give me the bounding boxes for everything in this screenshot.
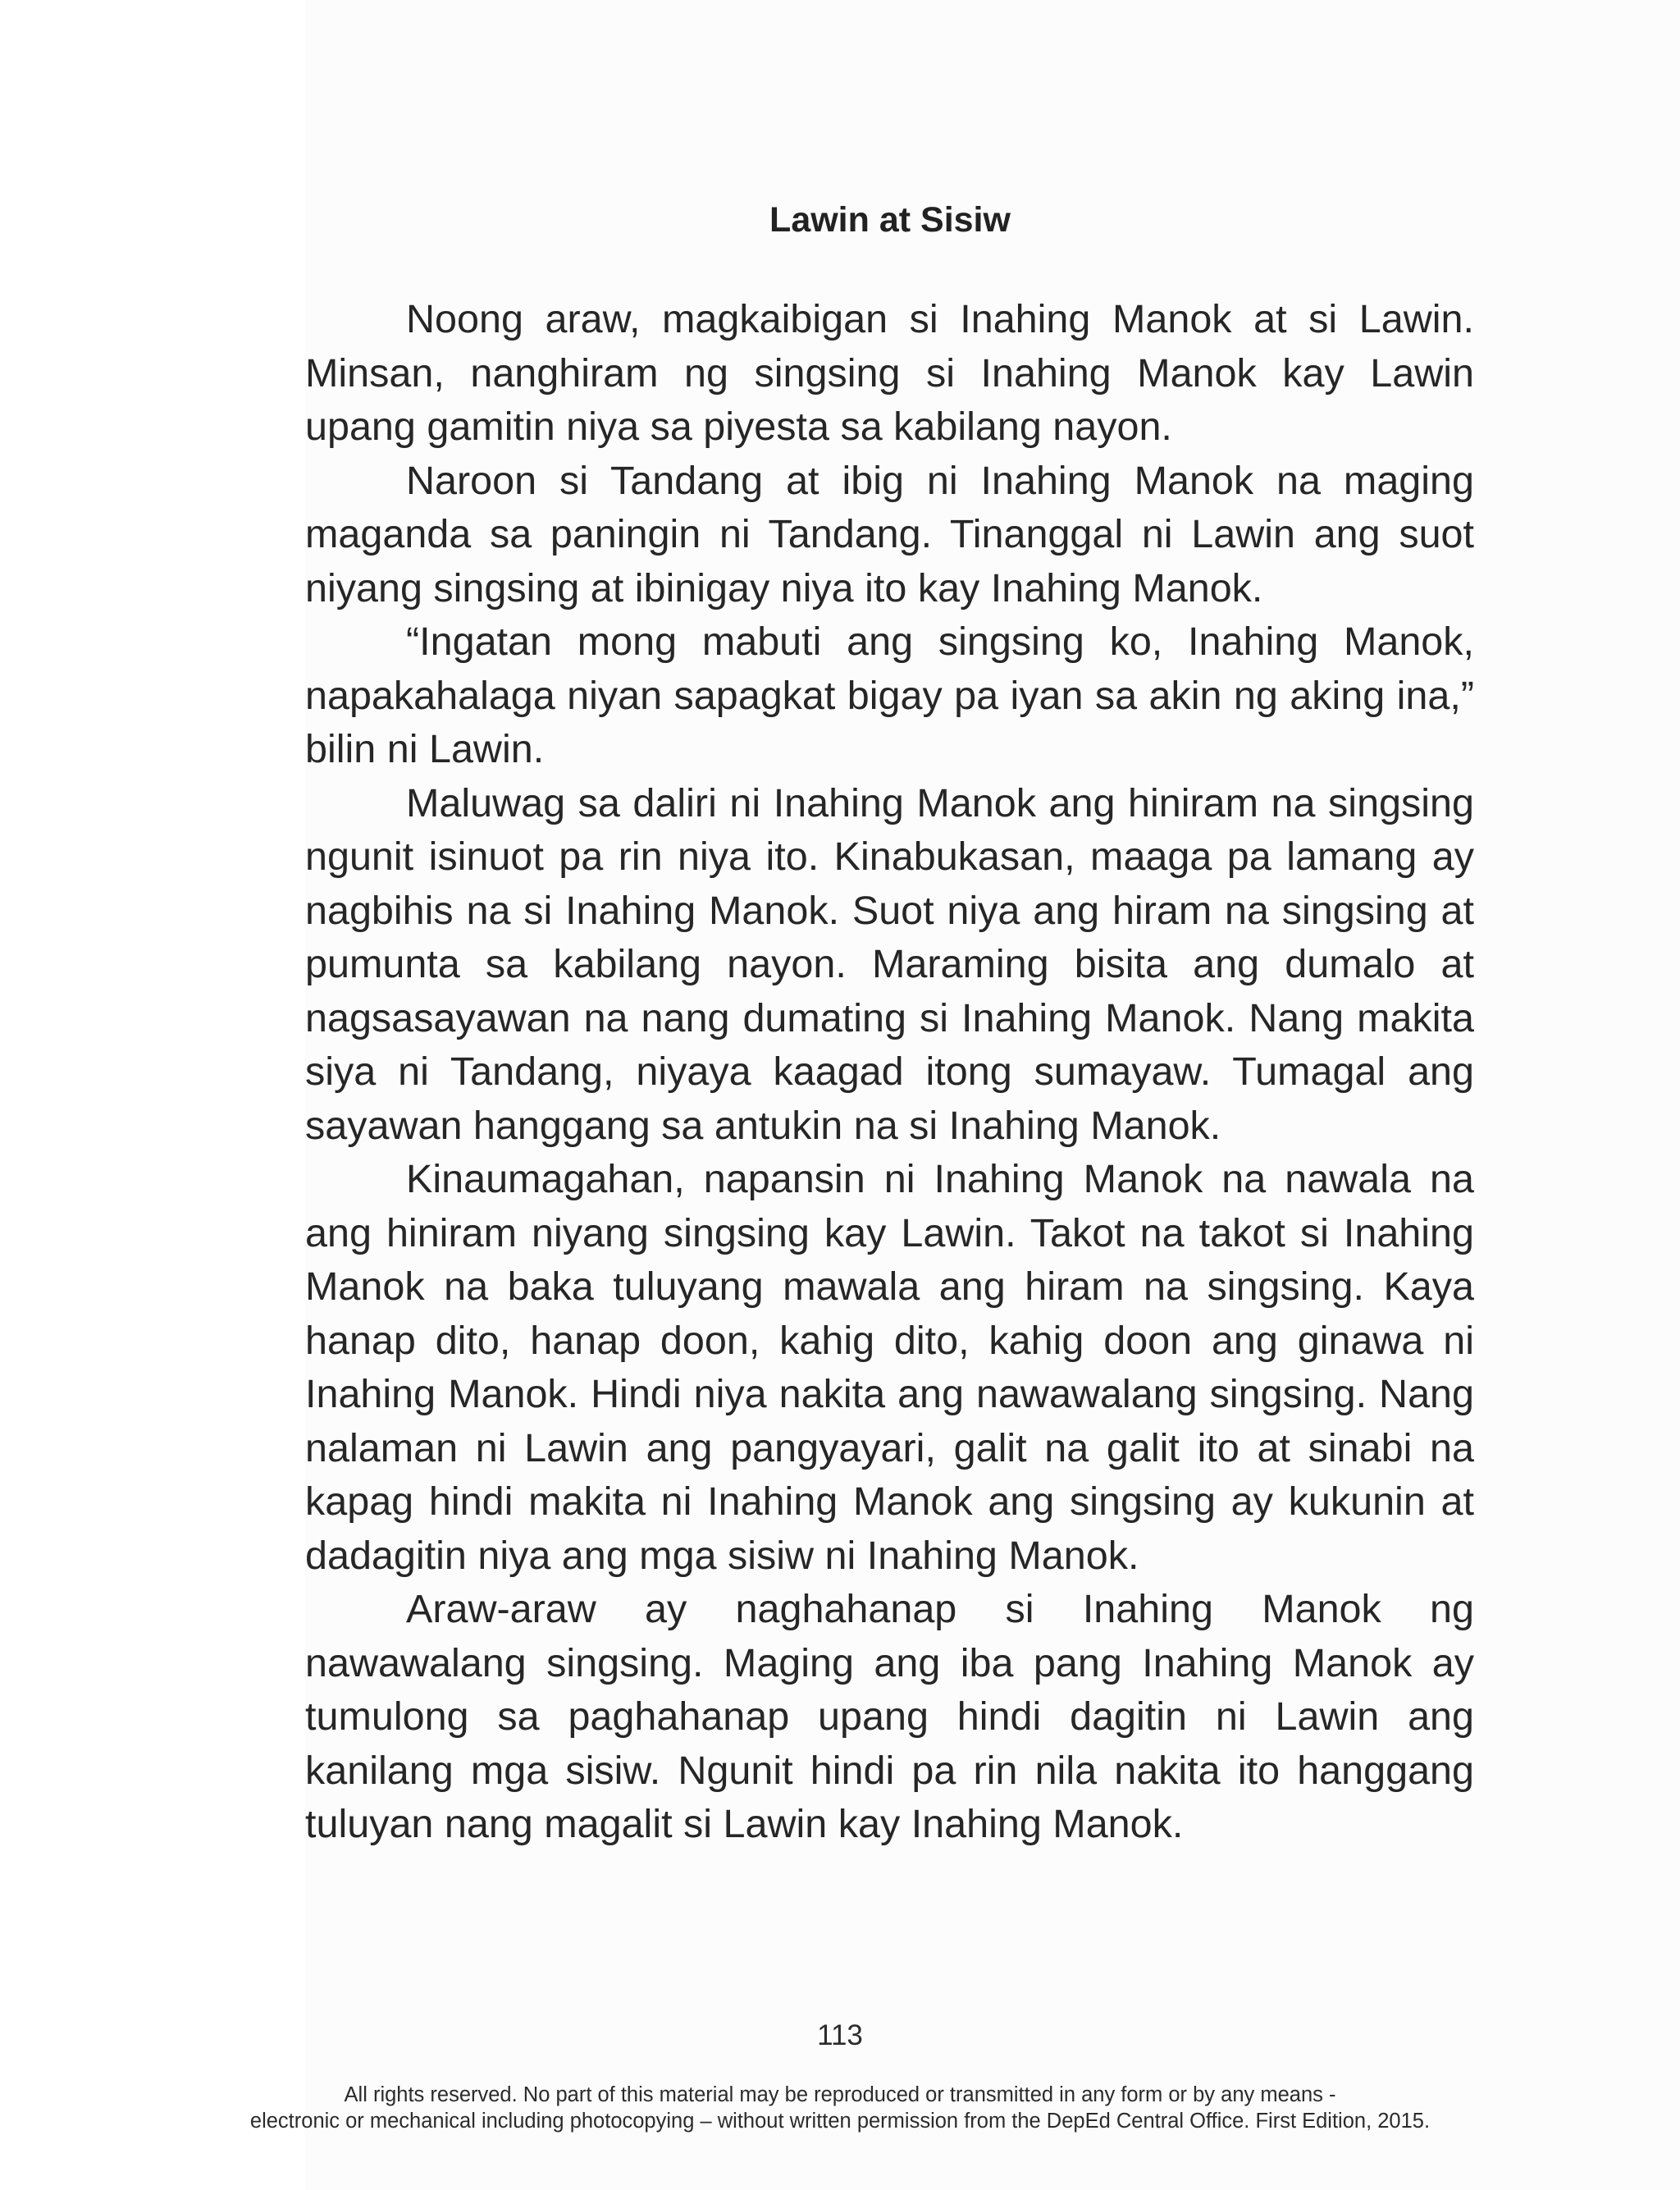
page-number: 113	[817, 2019, 863, 2051]
story-paragraph-1: Noong araw, magkaibigan si Inahing Manok at si Lawin. Minsan, nanghiram ng singsing si Inahing Manok kay Lawin upang gamitin niya sa piyesta sa kabilang nayon.	[305, 297, 1474, 449]
copyright-footer	[0, 2082, 1680, 2134]
story-paragraph-6: Araw-araw ay naghahanap si Inahing Manok ng nawawalang singsing. Maging ang iba pang Inahing Manok ay tumulong sa paghahanap upang hindi dagitin ni Lawin ang kanilang mga sisiw. Ngunit hindi pa rin nila nakita ito hanggang tuluyan nang magalit si Lawin kay Inahing Manok.	[305, 1587, 1474, 1846]
story-title: Lawin at Sisiw	[769, 200, 1011, 240]
story-paragraph-2: Naroon si Tandang at ibig ni Inahing Manok na maging maganda sa paningin ni Tandang. Tinanggal ni Lawin ang suot niyang singsing at ibinigay niya ito kay Inahing Manok.	[305, 458, 1474, 610]
story-body	[305, 293, 1474, 1852]
footer-line-1: All rights reserved. No part of this material may be reproduced or transmitted in any form or by any means -	[344, 2083, 1336, 2106]
footer-line-2: electronic or mechanical including photocopying – without written permission from the DepEd Central Office. First Edition, 2015.	[249, 2110, 1431, 2133]
story-paragraph-4: Maluwag sa daliri ni Inahing Manok ang hiniram na singsing ngunit isinuot pa rin niya ito. Kinabukasan, maaga pa lamang ay nagbihis na si Inahing Manok. Suot niya ang hiram na singsing at pumunta sa kabilang nayon. Maraming bisita ang dumalo at nagsasayawan na nang dumating si Inahing Manok. Nang makita siya ni Tandang, niyaya kaagad itong sumayaw. Tumagal ang sayawan hanggang sa antukin na si Inahing Manok.	[305, 780, 1474, 1148]
story-paragraph-5: Kinaumagahan, napansin ni Inahing Manok na nawala na ang hiniram niyang singsing kay Lawin. Takot na takot si Inahing Manok na baka tuluyang mawala ang hiram na singsing. Kaya hanap dito, hanap doon, kahig dito, kahig doon ang ginawa ni Inahing Manok. Hindi niya nakita ang nawawalang singsing. Nang nalaman ni Lawin ang pangyayari, galit na galit ito at sinabi na kapag hindi makita ni Inahing Manok ang singsing ay kukunin at dadagitin niya ang mga sisiw ni Inahing Manok.	[305, 1157, 1474, 1578]
story-paragraph-3: “Ingatan mong mabuti ang singsing ko, Inahing Manok, napakahalaga niyan sapagkat bigay pa iyan sa akin ng aking ina,” bilin ni Lawin.	[305, 620, 1474, 771]
